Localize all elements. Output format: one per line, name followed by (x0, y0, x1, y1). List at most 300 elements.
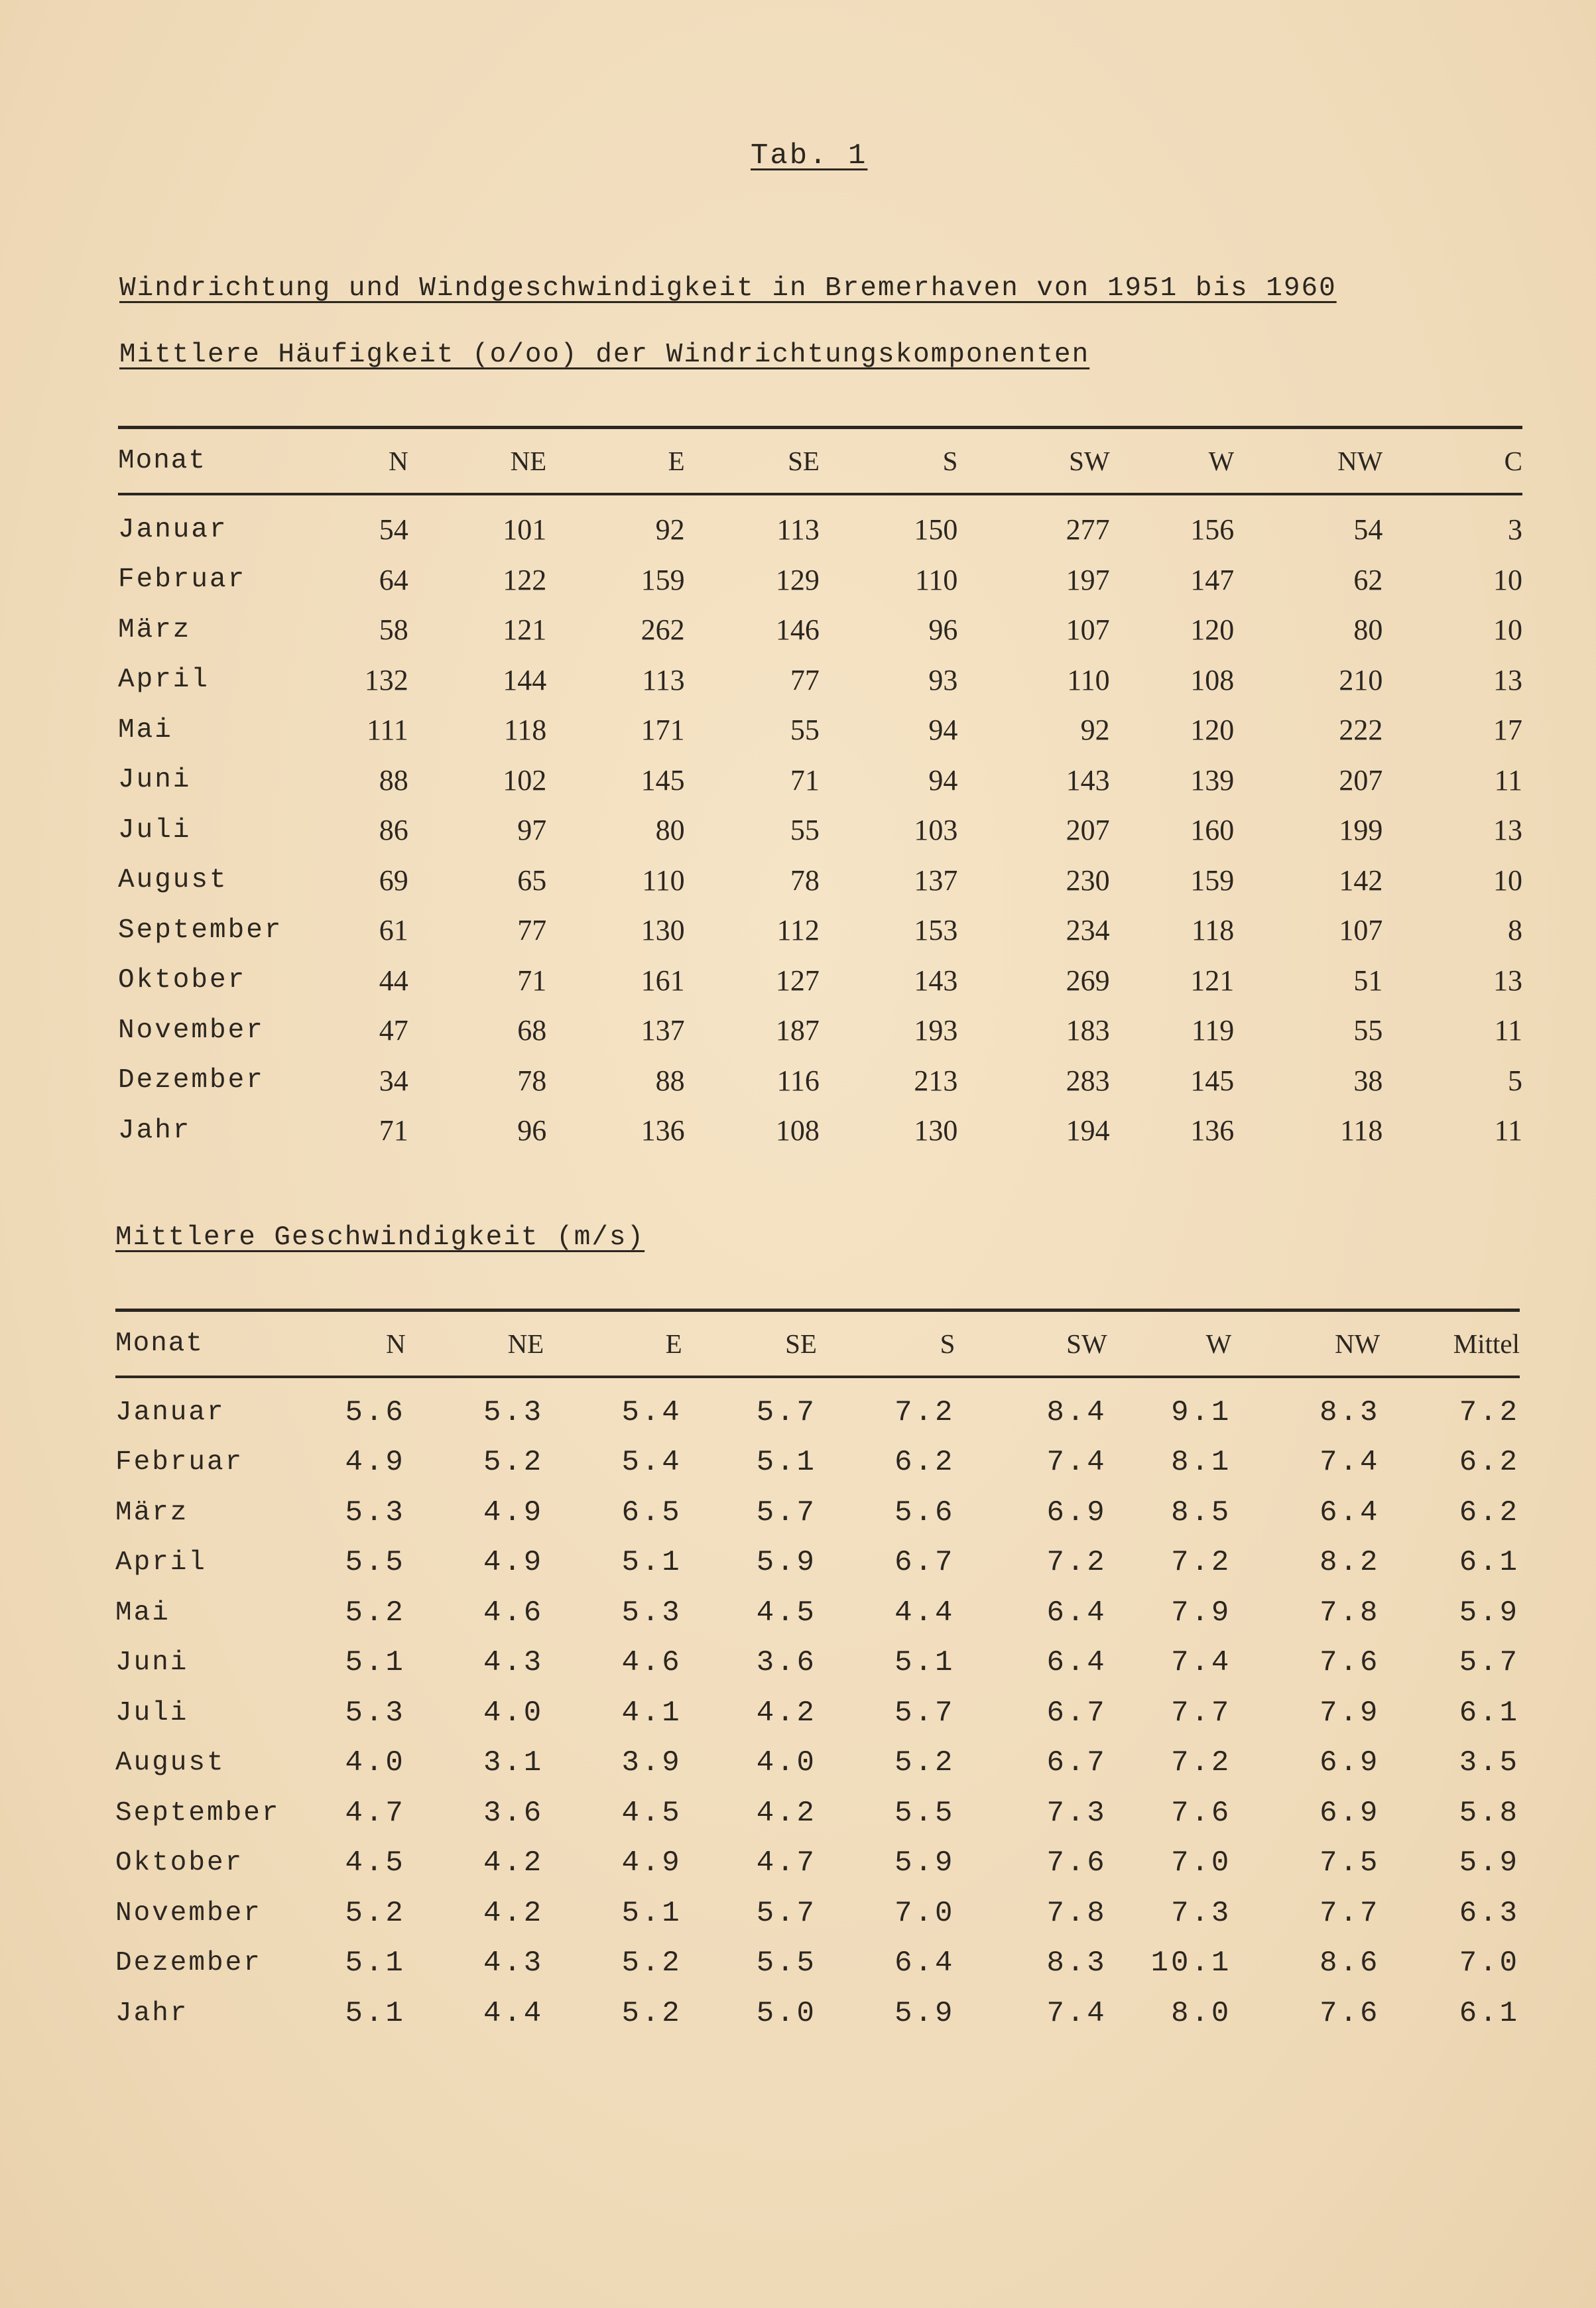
value-cell: 5.8 (1459, 1796, 1520, 1830)
value-cell: 5.2 (621, 1947, 682, 1980)
value-cell: 7.2 (1171, 1546, 1232, 1580)
value-cell: 4.5 (756, 1596, 817, 1630)
value-cell: 5.4 (621, 1395, 682, 1429)
value-cell: 159 (641, 563, 685, 596)
value-cell: 5.2 (894, 1746, 955, 1780)
value-cell: 3.1 (483, 1746, 544, 1780)
value-cell: 44 (379, 964, 408, 997)
value-cell: 4.9 (345, 1446, 406, 1480)
table-row (118, 1056, 1522, 1106)
value-cell: 5.9 (1459, 1596, 1520, 1630)
table-row (115, 1488, 1520, 1538)
value-cell: 5.7 (1459, 1646, 1520, 1680)
value-cell: 54 (1353, 513, 1383, 546)
value-cell: 3.9 (621, 1746, 682, 1780)
value-cell: 111 (367, 714, 408, 747)
table-row (115, 1988, 1520, 2039)
speed-table (115, 1309, 1520, 2039)
value-cell: 8.3 (1320, 1395, 1381, 1429)
value-cell: 4.1 (621, 1696, 682, 1730)
value-cell: 4.0 (756, 1746, 817, 1780)
frequency-heading: Mittlere Häufigkeit (o/oo) der Windrichtungskomponenten (119, 340, 1090, 370)
value-cell: 112 (776, 914, 820, 947)
value-cell: 118 (503, 714, 547, 747)
value-cell: 118 (1191, 914, 1235, 947)
value-cell: 143 (914, 964, 958, 997)
table-row (118, 805, 1522, 856)
table-row (118, 1005, 1522, 1056)
value-cell: 121 (1190, 964, 1235, 997)
value-cell: 8.3 (1046, 1947, 1107, 1980)
value-cell: 171 (641, 714, 685, 747)
value-cell: 6.3 (1459, 1896, 1520, 1930)
value-cell: 142 (1339, 864, 1383, 897)
value-cell: 11 (1494, 1014, 1522, 1047)
value-cell: 5.2 (345, 1596, 406, 1630)
value-cell: 207 (1339, 763, 1383, 797)
value-cell: 193 (914, 1014, 958, 1047)
value-cell: 145 (641, 763, 685, 797)
value-cell: 6.4 (894, 1947, 955, 1980)
value-cell: 7.4 (1046, 1446, 1107, 1480)
value-cell: 7.2 (1171, 1746, 1232, 1780)
month-cell: April (118, 665, 210, 696)
value-cell: 71 (517, 964, 547, 997)
month-cell: Oktober (115, 1848, 244, 1879)
value-cell: 5.7 (894, 1696, 955, 1730)
value-cell: 7.0 (1459, 1947, 1520, 1980)
table-row (115, 1888, 1520, 1939)
value-cell: 47 (379, 1014, 408, 1047)
table-row (115, 1838, 1520, 1889)
value-cell: 65 (517, 864, 547, 897)
value-cell: 7.9 (1320, 1696, 1381, 1730)
value-cell: 3.6 (483, 1796, 544, 1830)
value-cell: 5.3 (345, 1496, 406, 1529)
table-row (115, 1588, 1520, 1638)
value-cell: 110 (1067, 663, 1110, 696)
value-cell: 58 (379, 613, 408, 647)
value-cell: 6.4 (1046, 1646, 1107, 1680)
month-cell: März (118, 614, 192, 645)
table-row (115, 1538, 1520, 1588)
value-cell: 183 (1066, 1014, 1110, 1047)
value-cell: 92 (655, 513, 685, 546)
value-cell: 4.6 (483, 1596, 544, 1630)
value-cell: 113 (642, 663, 685, 696)
value-cell: 145 (1190, 1064, 1235, 1097)
value-cell: 9.1 (1171, 1395, 1232, 1429)
value-cell: 7.4 (1171, 1646, 1232, 1680)
value-cell: 127 (775, 964, 820, 997)
value-cell: 7.3 (1171, 1896, 1232, 1930)
value-cell: 7.6 (1046, 1846, 1107, 1880)
table-row (118, 956, 1522, 1006)
value-cell: 5.1 (621, 1896, 682, 1930)
value-cell: 159 (1190, 864, 1235, 897)
value-cell: 6.9 (1320, 1746, 1381, 1780)
value-cell: 5.5 (345, 1546, 406, 1580)
value-cell: 5.5 (894, 1796, 955, 1830)
value-cell: 144 (503, 663, 547, 696)
month-cell: April (115, 1547, 208, 1578)
value-cell: 6.2 (894, 1446, 955, 1480)
value-cell: 8.6 (1320, 1947, 1381, 1980)
value-cell: 17 (1493, 714, 1522, 747)
table-row (118, 1106, 1522, 1156)
value-cell: 96 (517, 1114, 547, 1147)
value-cell: 5.3 (345, 1696, 406, 1730)
column-header: E (665, 1328, 682, 1359)
table-row (115, 1638, 1520, 1689)
value-cell: 199 (1339, 814, 1383, 847)
value-cell: 96 (928, 613, 958, 647)
main-heading: Windrichtung und Windgeschwindigkeit in Bremerhaven von 1951 bis 1960 (119, 273, 1337, 304)
value-cell: 7.7 (1171, 1696, 1232, 1730)
column-header: N (386, 1328, 406, 1359)
table-row (115, 1939, 1520, 1989)
value-cell: 283 (1066, 1064, 1110, 1097)
value-cell: 4.2 (483, 1896, 544, 1930)
value-cell: 3.6 (756, 1646, 817, 1680)
value-cell: 161 (641, 964, 685, 997)
value-cell: 108 (1190, 663, 1235, 696)
value-cell: 120 (1190, 613, 1235, 647)
month-cell: Januar (115, 1397, 225, 1428)
value-cell: 88 (379, 763, 408, 797)
month-cell: August (118, 865, 228, 896)
value-cell: 113 (776, 513, 820, 546)
value-cell: 108 (775, 1114, 820, 1147)
column-header: SW (1066, 1328, 1107, 1359)
value-cell: 110 (642, 864, 685, 897)
month-cell: September (115, 1797, 280, 1828)
value-cell: 55 (790, 714, 820, 747)
column-header: Monat (115, 1328, 204, 1359)
column-header: W (1205, 1328, 1232, 1359)
value-cell: 4.7 (756, 1846, 817, 1880)
month-cell: Februar (118, 564, 247, 596)
value-cell: 6.1 (1459, 1696, 1520, 1730)
value-cell: 38 (1353, 1064, 1383, 1097)
value-cell: 10.1 (1150, 1947, 1232, 1980)
value-cell: 77 (517, 914, 547, 947)
value-cell: 80 (1353, 613, 1383, 647)
value-cell: 197 (1066, 563, 1110, 596)
value-cell: 7.0 (894, 1896, 955, 1930)
value-cell: 13 (1493, 964, 1522, 997)
value-cell: 130 (914, 1114, 958, 1147)
column-header: SW (1069, 446, 1110, 476)
value-cell: 5.1 (621, 1546, 682, 1580)
value-cell: 156 (1190, 513, 1235, 546)
value-cell: 8.2 (1320, 1546, 1381, 1580)
value-cell: 10 (1493, 613, 1522, 647)
value-cell: 129 (775, 563, 820, 596)
speed-table-header (115, 1311, 1520, 1378)
value-cell: 119 (1191, 1014, 1235, 1047)
value-cell: 5.9 (894, 1846, 955, 1880)
value-cell: 6.2 (1459, 1446, 1520, 1480)
column-header: N (389, 446, 408, 476)
value-cell: 8.5 (1171, 1496, 1232, 1529)
value-cell: 61 (379, 914, 408, 947)
value-cell: 139 (1190, 763, 1235, 797)
column-header: E (668, 446, 685, 476)
value-cell: 5.3 (483, 1395, 544, 1429)
table-row (118, 655, 1522, 706)
value-cell: 7.0 (1171, 1846, 1232, 1880)
value-cell: 130 (641, 914, 685, 947)
value-cell: 10 (1493, 563, 1522, 596)
column-header: NE (510, 446, 547, 476)
column-header: SE (785, 1328, 817, 1359)
value-cell: 118 (1340, 1114, 1383, 1147)
value-cell: 210 (1339, 663, 1383, 696)
value-cell: 78 (517, 1064, 547, 1097)
month-cell: Juni (115, 1647, 189, 1679)
value-cell: 6.7 (1046, 1696, 1107, 1730)
table-row (118, 555, 1522, 606)
column-header: C (1504, 446, 1522, 476)
value-cell: 6.4 (1046, 1596, 1107, 1630)
value-cell: 7.4 (1046, 1996, 1107, 2030)
value-cell: 80 (655, 814, 685, 847)
value-cell: 7.9 (1171, 1596, 1232, 1630)
value-cell: 5.1 (894, 1646, 955, 1680)
frequency-table (118, 426, 1522, 1156)
value-cell: 5.3 (621, 1596, 682, 1630)
value-cell: 6.4 (1320, 1496, 1381, 1529)
value-cell: 120 (1190, 714, 1235, 747)
value-cell: 55 (790, 814, 820, 847)
month-cell: Jahr (118, 1115, 192, 1146)
month-cell: Juli (118, 814, 192, 846)
month-cell: Januar (118, 514, 228, 545)
table-row (115, 1688, 1520, 1738)
value-cell: 55 (1353, 1014, 1383, 1047)
month-cell: September (118, 915, 283, 946)
value-cell: 262 (641, 613, 685, 647)
value-cell: 8.0 (1171, 1996, 1232, 2030)
value-cell: 5.6 (345, 1395, 406, 1429)
value-cell: 194 (1066, 1114, 1110, 1147)
table-row (118, 605, 1522, 655)
value-cell: 5 (1508, 1064, 1522, 1097)
value-cell: 93 (928, 663, 958, 696)
value-cell: 150 (914, 513, 958, 546)
value-cell: 101 (503, 513, 547, 546)
value-cell: 5.0 (756, 1996, 817, 2030)
value-cell: 5.1 (345, 1947, 406, 1980)
column-header: SE (788, 446, 820, 476)
table-number-title: Tab. 1 (751, 139, 868, 172)
value-cell: 222 (1339, 714, 1383, 747)
value-cell: 6.7 (894, 1546, 955, 1580)
value-cell: 6.5 (621, 1496, 682, 1529)
value-cell: 94 (928, 763, 958, 797)
value-cell: 4.9 (483, 1496, 544, 1529)
value-cell: 121 (503, 613, 547, 647)
value-cell: 7.6 (1171, 1796, 1232, 1830)
value-cell: 4.0 (483, 1696, 544, 1730)
value-cell: 5.5 (756, 1947, 817, 1980)
table-row (118, 856, 1522, 906)
value-cell: 6.7 (1046, 1746, 1107, 1780)
column-header: NW (1337, 446, 1383, 476)
value-cell: 77 (790, 663, 820, 696)
column-header: S (940, 1328, 955, 1359)
value-cell: 7.2 (1459, 1395, 1520, 1429)
frequency-table-header (118, 428, 1522, 495)
column-header: Monat (118, 446, 207, 476)
column-header: W (1208, 446, 1235, 476)
table-row (118, 705, 1522, 755)
value-cell: 147 (1190, 563, 1235, 596)
value-cell: 6.1 (1459, 1996, 1520, 2030)
value-cell: 146 (775, 613, 820, 647)
value-cell: 54 (379, 513, 408, 546)
value-cell: 107 (1339, 914, 1383, 947)
value-cell: 6.2 (1459, 1496, 1520, 1529)
value-cell: 5.6 (894, 1496, 955, 1529)
value-cell: 7.3 (1046, 1796, 1107, 1830)
value-cell: 13 (1493, 814, 1522, 847)
value-cell: 64 (379, 563, 408, 596)
value-cell: 7.2 (1046, 1546, 1107, 1580)
value-cell: 6.9 (1046, 1496, 1107, 1529)
table-row (118, 755, 1522, 806)
value-cell: 7.8 (1046, 1896, 1107, 1930)
value-cell: 213 (914, 1064, 958, 1097)
value-cell: 6.1 (1459, 1546, 1520, 1580)
value-cell: 88 (655, 1064, 685, 1097)
column-header: Mittel (1453, 1328, 1520, 1359)
value-cell: 5.1 (345, 1646, 406, 1680)
value-cell: 4.3 (483, 1947, 544, 1980)
value-cell: 71 (379, 1114, 408, 1147)
month-cell: August (115, 1748, 225, 1779)
value-cell: 7.2 (894, 1395, 955, 1429)
value-cell: 97 (517, 814, 547, 847)
value-cell: 7.5 (1320, 1846, 1381, 1880)
value-cell: 5.2 (621, 1996, 682, 2030)
value-cell: 5.4 (621, 1446, 682, 1480)
value-cell: 5.1 (756, 1446, 817, 1480)
month-cell: Dezember (115, 1948, 262, 1979)
value-cell: 143 (1066, 763, 1110, 797)
value-cell: 92 (1080, 714, 1110, 747)
value-cell: 5.2 (345, 1896, 406, 1930)
table-row (115, 1788, 1520, 1838)
value-cell: 136 (1190, 1114, 1235, 1147)
frequency-table-body (118, 494, 1522, 1156)
value-cell: 5.9 (1459, 1846, 1520, 1880)
value-cell: 4.2 (483, 1846, 544, 1880)
value-cell: 86 (379, 814, 408, 847)
value-cell: 78 (790, 864, 820, 897)
value-cell: 4.0 (345, 1746, 406, 1780)
value-cell: 13 (1493, 663, 1522, 696)
value-cell: 11 (1494, 1114, 1522, 1147)
value-cell: 8.1 (1171, 1446, 1232, 1480)
value-cell: 10 (1493, 864, 1522, 897)
value-cell: 3.5 (1459, 1746, 1520, 1780)
value-cell: 71 (790, 763, 820, 797)
value-cell: 11 (1494, 763, 1522, 797)
month-cell: Dezember (118, 1065, 265, 1096)
value-cell: 94 (928, 714, 958, 747)
value-cell: 4.9 (621, 1846, 682, 1880)
month-cell: November (118, 1015, 265, 1046)
value-cell: 277 (1066, 513, 1110, 546)
value-cell: 234 (1066, 914, 1110, 947)
value-cell: 4.2 (756, 1796, 817, 1830)
value-cell: 7.8 (1320, 1596, 1381, 1630)
value-cell: 4.7 (345, 1796, 406, 1830)
value-cell: 110 (915, 563, 958, 596)
value-cell: 5.7 (756, 1496, 817, 1529)
value-cell: 5.1 (345, 1996, 406, 2030)
value-cell: 269 (1066, 964, 1110, 997)
month-cell: November (115, 1897, 262, 1929)
value-cell: 68 (517, 1014, 547, 1047)
value-cell: 132 (364, 663, 408, 696)
table-row (118, 905, 1522, 956)
month-cell: Mai (118, 714, 173, 745)
table-row (115, 1438, 1520, 1488)
month-cell: März (115, 1497, 189, 1528)
value-cell: 4.5 (345, 1846, 406, 1880)
value-cell: 4.3 (483, 1646, 544, 1680)
column-header: S (942, 446, 958, 476)
value-cell: 4.9 (483, 1546, 544, 1580)
value-cell: 7.4 (1320, 1446, 1381, 1480)
value-cell: 103 (914, 814, 958, 847)
month-cell: Juni (118, 765, 192, 796)
value-cell: 7.7 (1320, 1896, 1381, 1930)
month-cell: Juli (115, 1697, 189, 1728)
speed-heading: Mittlere Geschwindigkeit (m/s) (115, 1222, 645, 1253)
value-cell: 51 (1353, 964, 1383, 997)
month-cell: Mai (115, 1597, 170, 1628)
value-cell: 4.4 (894, 1596, 955, 1630)
value-cell: 116 (776, 1064, 820, 1097)
value-cell: 8.4 (1046, 1395, 1107, 1429)
value-cell: 122 (503, 563, 547, 596)
value-cell: 5.9 (894, 1996, 955, 2030)
table-row (115, 1738, 1520, 1789)
value-cell: 187 (775, 1014, 820, 1047)
value-cell: 136 (641, 1114, 685, 1147)
column-header: NE (507, 1328, 544, 1359)
value-cell: 102 (503, 763, 547, 797)
value-cell: 5.2 (483, 1446, 544, 1480)
table-row (118, 494, 1522, 555)
value-cell: 107 (1066, 613, 1110, 647)
value-cell: 69 (379, 864, 408, 897)
column-header: NW (1335, 1328, 1381, 1359)
value-cell: 6.9 (1320, 1796, 1381, 1830)
value-cell: 5.7 (756, 1896, 817, 1930)
value-cell: 4.5 (621, 1796, 682, 1830)
value-cell: 137 (641, 1014, 685, 1047)
value-cell: 160 (1190, 814, 1235, 847)
value-cell: 34 (379, 1064, 408, 1097)
value-cell: 207 (1066, 814, 1110, 847)
value-cell: 137 (914, 864, 958, 897)
value-cell: 5.7 (756, 1395, 817, 1429)
